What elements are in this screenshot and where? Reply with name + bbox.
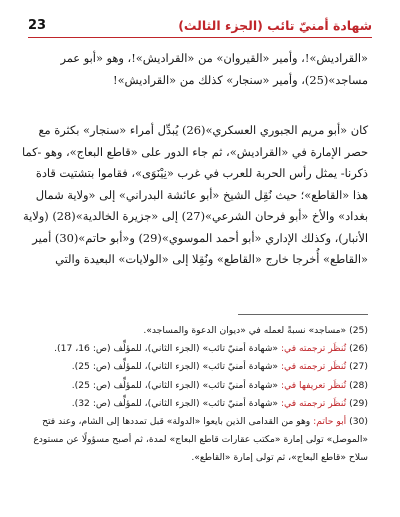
footnote-number: (26) [349,343,368,355]
footnote-label: تُنظَر تعريفها في: [280,379,347,391]
text-line: هذا «القاطع»؛ حيث نُقِل الشيخ «أبو عائشة البدراني» إلى «ولاية شمال [35,187,368,202]
text-line: كان «أبو مريم الجبوري العسكري»(26) يُبدِّل أمراء «سنجار» بكثرة مع [38,123,368,137]
footnote-label: تُنظَر ترجمته في: [280,343,347,355]
text-line: بغداد» والأخ «أبو فرحان الشرعي»(27) إلى «جزيرة الخالدية»(28) (ولاية [23,209,368,223]
footnote-27 [32,358,368,376]
footnote-label: تُنظَر ترجمته في: [280,361,347,373]
footnote-number: (28) [349,379,368,391]
footnote-label: تُنظَر ترجمته في: [280,397,347,409]
page-number: 23 [28,17,47,33]
footnote-text: وهو من القدامى الذين بايعوا «الدولة» قبل تمددها إلى الشام، وعند فتح [42,416,311,428]
footnote-text: «مساجد» نسبةً لعمله في «ديوان الدعوة والمساجد». [143,325,347,336]
paragraph-1 [32,48,368,91]
text-line: «القاطع» أُخرجا خارج «القاطع» ونُقِلا إلى «الولايات» البعيدة والتي [55,252,368,266]
text-line: مساجد»(25)، وأمير «سنجار» كذلك من «القراديش»! [113,72,368,87]
footnotes [32,322,368,468]
footnote-number: (29) [349,397,368,409]
footnote-25 [32,322,368,340]
running-header [28,14,372,36]
header-title: شهادة أمنيّ تائب (الجزء الثالث) [178,17,372,33]
footnote-29 [32,395,368,413]
text-line: الأنبار)، وكذلك الإداري «أبو أحمد الموسوي»(29) و«أبو حاتم»(30) أمير [32,230,368,245]
text-line: ذكرنا- يمثل رأس الحربة للعرب في غرب «نِيْنَوَى»، فقاموا بتشتيت قادة [35,166,368,180]
footnote-text: «شهادة أمنيّ تائب» (الجزء الثاني)، للمؤلِّف (ص: 25). [71,379,279,391]
footnote-30-continuation: «الموصل» تولى إمارة «مكتب عقارات قاطع البعاج» لمدة، ثم أصبح مسؤولًا عن مستودع [33,434,368,446]
paragraph-2 [22,120,368,271]
footnote-26 [32,340,368,358]
text-line: حصر الإمارة في «القراديش»، ثم جاء الدور على «قاطع البعاج»، وهو -كما [22,144,368,159]
footnote-text: «شهادة أمنيّ تائب» (الجزء الثاني)، للمؤلِّف (ص: 16، 17). [54,343,279,355]
header-rule [28,37,372,38]
footnote-30 [32,413,368,431]
footnote-divider [238,314,368,315]
footnote-label: أبو حاتم: [313,416,347,428]
footnote-30-continuation: سلاح «قاطع البعاج»، ثم تولى إمارة «القاطع». [191,452,368,464]
footnote-text: «شهادة أمنيّ تائب» (الجزء الثاني)، للمؤلِّف (ص: 25). [71,361,279,373]
footnote-28 [32,377,368,395]
footnote-number: (27) [349,361,368,373]
footnote-number: (30) [349,416,368,428]
text-line: «القراديش»!، وأمير «القيروان» من «القراديش»!، وهو «أبو عمر [60,51,368,65]
footnote-text: «شهادة أمنيّ تائب» (الجزء الثاني)، للمؤلِّف (ص: 32). [71,397,279,409]
footnote-number: (25) [349,325,368,336]
